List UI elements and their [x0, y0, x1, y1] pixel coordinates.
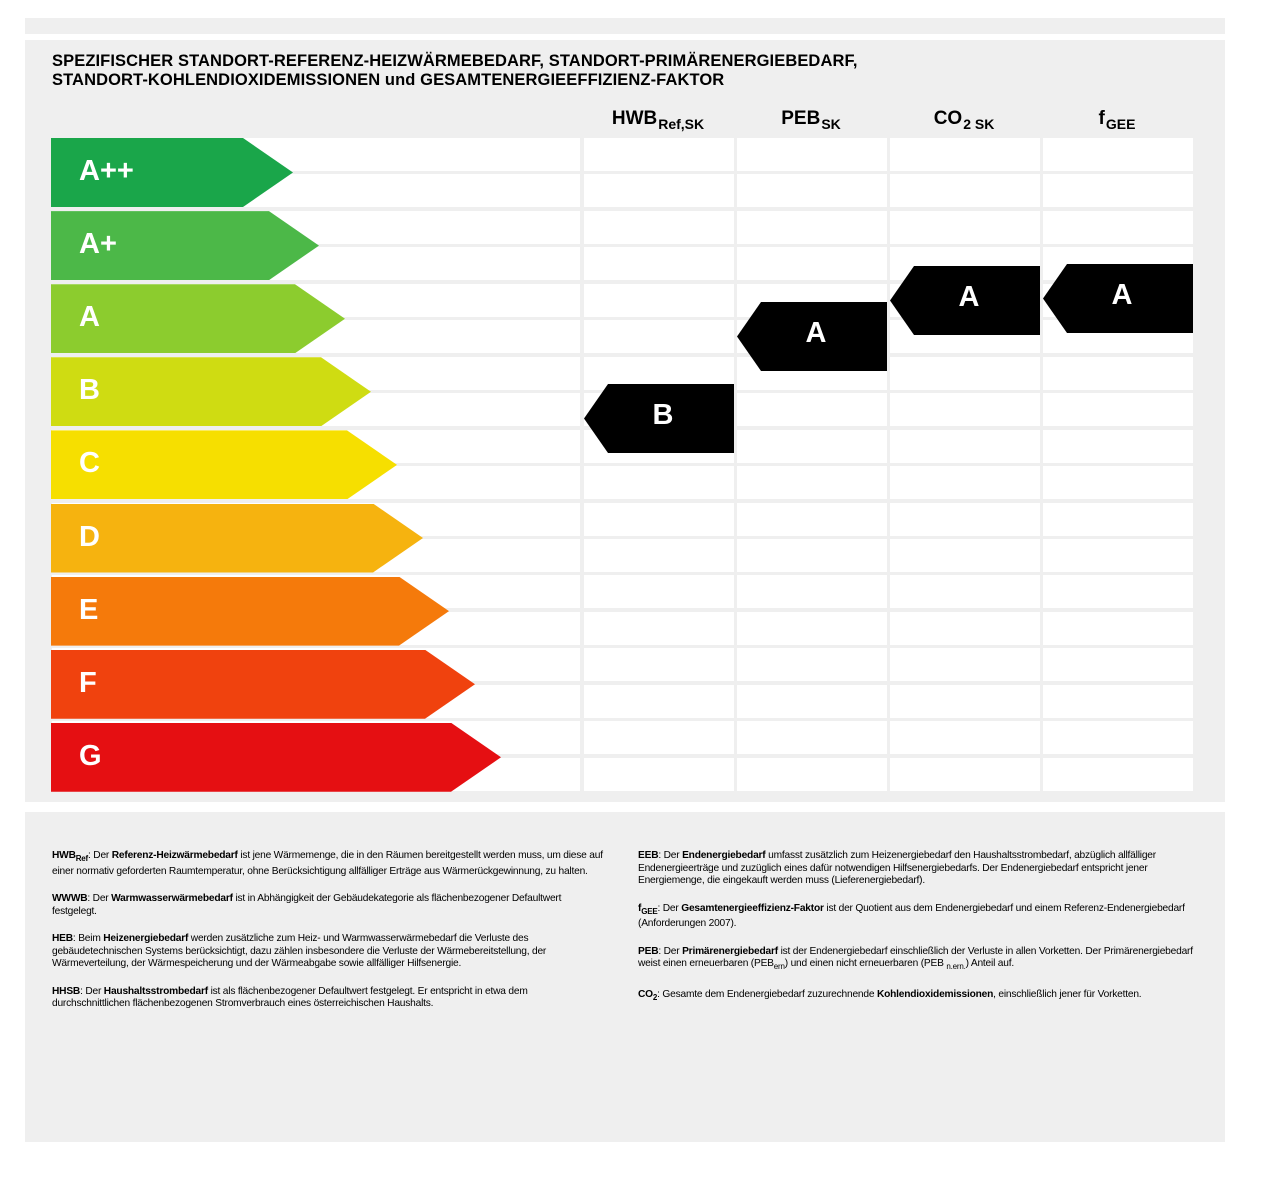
legend-heb — [52, 933, 608, 971]
grid-row — [890, 466, 1040, 499]
header-fgee — [1042, 108, 1192, 130]
legend-hwb-pre: Der — [90, 850, 112, 861]
rating-marker-hwb — [584, 384, 734, 453]
grid-row — [1043, 466, 1193, 499]
column-fgee — [1043, 138, 1193, 794]
legend-heb-abbr: HEB — [52, 933, 73, 945]
grid-row — [584, 575, 734, 608]
grid-row — [584, 284, 734, 317]
legend-wwwb-colon: : — [87, 893, 91, 905]
legend-hwb-colon: : — [88, 850, 91, 861]
grid-row — [584, 211, 734, 244]
grid-row — [737, 758, 887, 791]
header-co2 — [889, 108, 1039, 130]
grid-row — [737, 138, 887, 171]
grid-row — [737, 648, 887, 681]
legend-hwb-term: Referenz-Heizwärmebedarf — [111, 850, 238, 861]
legend-wwwb — [52, 893, 608, 918]
grid-row — [890, 138, 1040, 171]
legend-fgee-pre: Der — [660, 902, 682, 914]
legend-eeb-pre: Der — [661, 850, 683, 861]
grid-row — [1043, 503, 1193, 536]
class-arrow-shape — [51, 723, 501, 792]
grid-row — [584, 247, 734, 280]
legend-wwwb-term: Warmwasserwärmebedarf — [111, 893, 233, 905]
header-fgee-main: f — [1098, 108, 1105, 129]
energy-class-d — [51, 504, 423, 573]
legend-peb-colon: : — [658, 945, 661, 957]
grid-row — [1043, 539, 1193, 572]
grid-row — [890, 174, 1040, 207]
energy-class-e — [51, 577, 449, 646]
header-fgee-sub: GEE — [1105, 116, 1136, 132]
grid-row — [584, 138, 734, 171]
class-arrow-shape — [51, 650, 475, 719]
legend-wwwb-abbr: WWWB — [52, 893, 88, 905]
grid-row — [1043, 430, 1193, 463]
legend-fgee-text: ist der Quotient aus dem Endenergiebedarf und einem Referenz-Endenergiebedarf (Anforderungen 2007). — [638, 902, 1185, 930]
header-hwb-sub: Ref,SK — [658, 116, 705, 132]
legend-right — [638, 850, 1194, 1019]
column-hwb — [584, 138, 734, 794]
grid-row — [1043, 174, 1193, 207]
rating-marker-co2 — [890, 266, 1040, 335]
class-label: A+ — [79, 228, 117, 261]
legend-eeb-term: Endenergiebedarf — [682, 850, 766, 861]
class-label: E — [79, 593, 99, 626]
class-arrow-shape — [51, 577, 449, 646]
grid-row — [737, 721, 887, 754]
legend-co2-abbr: CO — [638, 988, 653, 1000]
legend-heb-colon: : — [72, 933, 76, 945]
grid-row — [584, 758, 734, 791]
legend-fgee-colon: : — [657, 902, 661, 914]
legend-co2-text: , einschließlich jener für Vorketten. — [993, 988, 1142, 1000]
class-arrow-shape — [51, 504, 423, 573]
rating-hwb: B — [652, 399, 674, 431]
legend-peb-text1: ist der Endenergiebedarf einschließlich der Verluste in allen Vorketten. Der Primärenergiebedarf weist einen erneuerbaren (PEB — [638, 945, 1193, 970]
class-label: A++ — [79, 155, 134, 187]
rating-marker-peb — [737, 302, 887, 371]
energy-class-a — [51, 284, 345, 353]
grid-row — [737, 503, 887, 536]
grid-row — [737, 211, 887, 244]
class-label: A — [79, 301, 100, 334]
legend-peb-term: Primärenergiebedarf — [682, 945, 778, 957]
legend-hhsb-colon: : — [80, 985, 83, 997]
grid-row — [1043, 721, 1193, 754]
legend-peb-sub1: ern — [773, 962, 785, 972]
grid-row — [584, 612, 734, 645]
legend-eeb-colon: : — [658, 850, 661, 861]
grid-row — [737, 575, 887, 608]
energy-class-aplusplus — [51, 138, 293, 207]
header-co2-sub: 2 SK — [963, 116, 995, 132]
class-label: D — [79, 520, 100, 553]
grid-row — [584, 721, 734, 754]
legend-eeb — [638, 850, 1194, 888]
header-co2-main: CO — [933, 108, 963, 129]
grid-row — [890, 357, 1040, 390]
legend-hwb-abbr: HWB — [52, 850, 76, 861]
legend-hwb-text: ist jene Wärmemenge, die in den Räumen bereitgestellt werden muss, um diese auf einer normativ geforderten Raumtemperatur, ohne Berücksichtigung allfälliger Erträge aus Wärmerückgewinnung, zu halten. — [52, 850, 603, 877]
grid-row — [890, 612, 1040, 645]
grid-row — [584, 174, 734, 207]
legend-eeb-text: umfasst zusätzlich zum Heizenergiebedarf den Haushaltsstrombedarf, abzüglich allfälliger Endenergieerträge und zuzüglich eines dafür notwendigen Hilfsenergiebedarfs. Der Endenergiebedarf entspricht jener Energiemenge, die eingekauft werden muss (Lieferenergiebedarf). — [638, 850, 1156, 886]
page-title — [52, 52, 1052, 90]
grid-row — [584, 466, 734, 499]
grid-row — [890, 393, 1040, 426]
grid-row — [890, 430, 1040, 463]
legend-hhsb-term: Haushaltsstrombedarf — [103, 985, 208, 997]
legend-hhsb — [52, 986, 608, 1011]
grid-row — [1043, 138, 1193, 171]
grid-row — [737, 393, 887, 426]
class-label: F — [79, 666, 97, 699]
rating-fgee: A — [1111, 279, 1133, 311]
header-hwb — [583, 108, 733, 130]
grid-row — [1043, 612, 1193, 645]
legend-left — [52, 850, 608, 1026]
legend-peb-sub2: n.ern. — [946, 962, 966, 972]
grid-row — [1043, 648, 1193, 681]
legend-hhsb-abbr: HHSB — [52, 985, 81, 997]
energy-class-f — [51, 650, 475, 719]
grid-row — [737, 612, 887, 645]
legend-heb-term: Heizenergiebedarf — [103, 933, 189, 945]
legend-hwb-sub: Ref — [75, 854, 89, 864]
grid-row — [890, 539, 1040, 572]
legend-wwwb-text: ist in Abhängigkeit der Gebäudekategorie als flächenbezogener Defaultwert festgelegt. — [52, 893, 562, 917]
legend-co2-colon: : — [657, 988, 660, 1000]
legend-heb-text: werden zusätzliche zum Heiz- und Warmwasserwärmebedarf die Verluste des gebäudetechnischen Systems berücksichtigt, dazu zählen insbesondere die Verluste der Wärmebereitstellung, der Wärmeverteilung, der Wärmespeicherung und der Wärmeabgabe sowie allfälliger Hilfsenergie. — [52, 933, 547, 970]
legend-peb-text3: ) Anteil auf. — [965, 958, 1014, 970]
grid-row — [737, 466, 887, 499]
header-peb-main: PEB — [781, 108, 821, 129]
legend-hhsb-pre: Der — [82, 985, 104, 997]
class-label: C — [79, 447, 100, 480]
legend-fgee-sub: GEE — [641, 906, 658, 916]
legend-peb-text2: ) und einen nicht erneuerbaren (PEB — [784, 958, 947, 970]
class-arrow-shape — [51, 430, 397, 499]
legend-fgee — [638, 903, 1194, 931]
legend-heb-pre: Beim — [75, 933, 104, 945]
grid-row — [737, 539, 887, 572]
energy-class-g — [51, 723, 501, 792]
grid-row — [890, 721, 1040, 754]
legend-co2-sub: 2 — [652, 992, 658, 1002]
grid-row — [890, 503, 1040, 536]
column-peb — [737, 138, 887, 794]
class-label: G — [79, 739, 102, 772]
grid-row — [584, 320, 734, 353]
grid-row — [1043, 357, 1193, 390]
grid-row — [1043, 211, 1193, 244]
grid-row — [737, 174, 887, 207]
rating-marker-fgee — [1043, 264, 1193, 333]
grid-row — [890, 758, 1040, 791]
grid-row — [737, 430, 887, 463]
legend-peb-abbr: PEB — [638, 945, 659, 957]
grid-row — [1043, 393, 1193, 426]
grid-row — [890, 575, 1040, 608]
grid-row — [737, 685, 887, 718]
legend-peb-pre: Der — [661, 945, 683, 957]
header-hwb-main: HWB — [611, 108, 658, 129]
grid-row — [1043, 685, 1193, 718]
column-co2 — [890, 138, 1040, 794]
title-line-2: STANDORT-KOHLENDIOXIDEMISSIONEN und GESAMTENERGIEEFFIZIENZ-FAKTOR — [52, 71, 725, 89]
energy-class-b — [51, 357, 371, 426]
header-peb — [736, 108, 886, 130]
grid-row — [890, 648, 1040, 681]
grid-row — [737, 247, 887, 280]
energy-class-aplus — [51, 211, 319, 280]
title-line-1: SPEZIFISCHER STANDORT-REFERENZ-HEIZWÄRMEBEDARF, STANDORT-PRIMÄRENERGIEBEDARF, — [52, 52, 858, 70]
grid-row — [1043, 758, 1193, 791]
legend-co2 — [638, 989, 1194, 1005]
legend-wwwb-pre: Der — [90, 893, 112, 905]
class-label: B — [79, 374, 100, 407]
grid-row — [584, 503, 734, 536]
grid-row — [584, 685, 734, 718]
grid-row — [584, 648, 734, 681]
legend-peb — [638, 946, 1194, 974]
legend-fgee-term: Gesamtenergieeffizienz-Faktor — [681, 902, 824, 914]
grid-row — [890, 211, 1040, 244]
grid-row — [584, 539, 734, 572]
legend-co2-term: Kohlendioxidemissionen — [876, 988, 994, 1000]
rating-peb: A — [805, 317, 827, 349]
legend-hhsb-text: ist als flächenbezogener Defaultwert festgelegt. Er entspricht in etwa dem durchschnittlichen flächenbezogenen Stromverbrauch eines österreichischen Haushalts. — [52, 985, 528, 1010]
legend-co2-pre: Gesamte dem Endenergiebedarf zuzurechnende — [659, 988, 877, 1000]
top-strip — [25, 18, 1225, 34]
legend-hwb — [52, 850, 608, 878]
rating-co2: A — [958, 281, 980, 313]
header-peb-sub: SK — [821, 116, 841, 132]
legend-fgee-abbr: f — [638, 902, 642, 914]
grid-row — [1043, 575, 1193, 608]
legend-eeb-abbr: EEB — [638, 850, 659, 861]
grid-row — [890, 685, 1040, 718]
energy-class-c — [51, 430, 397, 499]
